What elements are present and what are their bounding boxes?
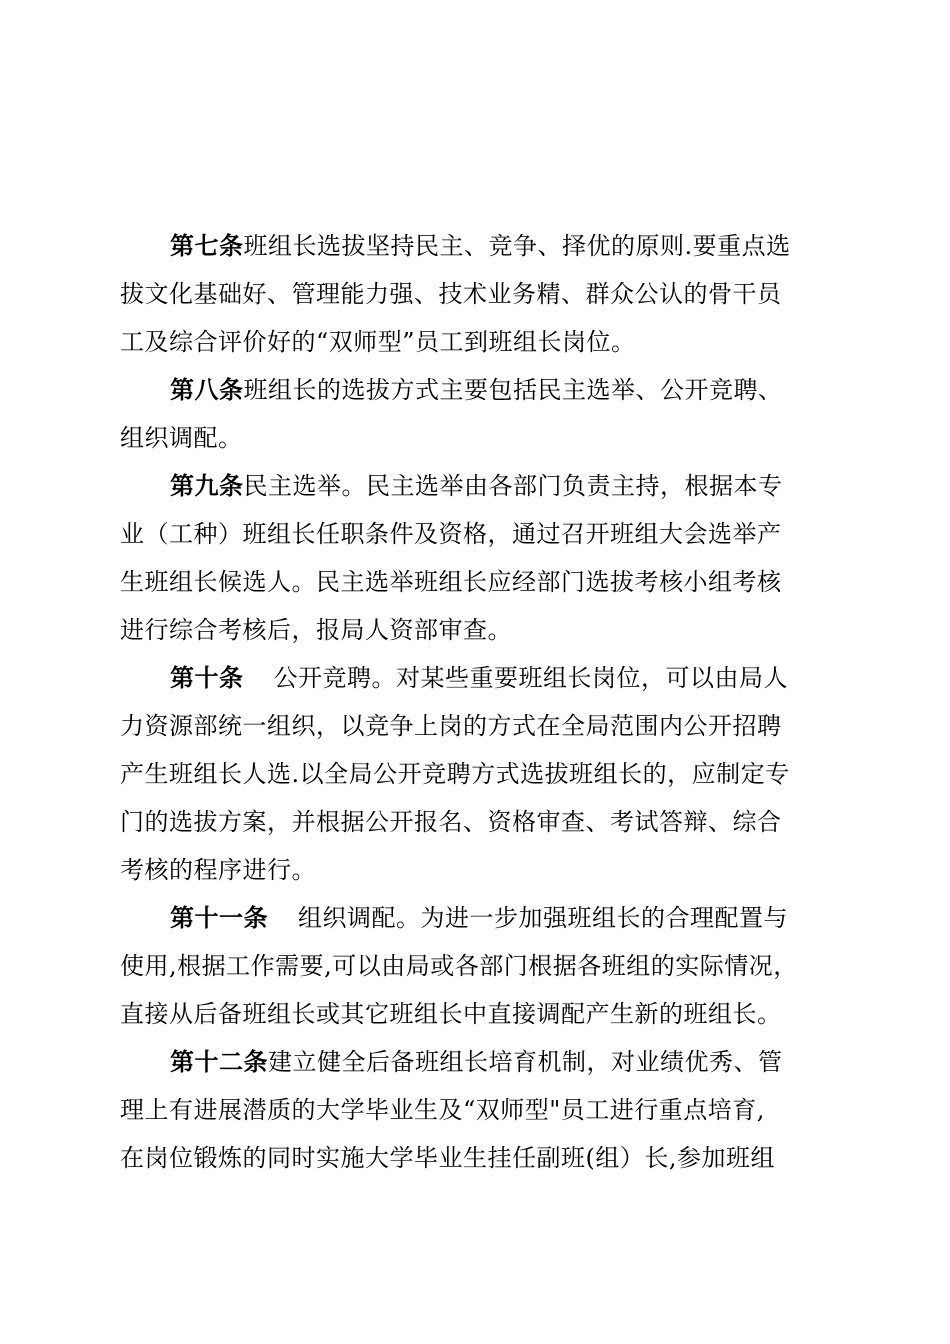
article-text: 班组长选拔坚持民主、竞争、择优的原则.要重点选 [243,232,791,260]
article-heading: 第十二条 [170,1047,268,1076]
document-page [120,222,832,1182]
article-line: 业（工种）班组长任职条件及资格，通过召开班组大会选举产 [120,520,782,548]
article-line: 拔文化基础好、管理能力强、技术业务精、群众公认的骨干员 [120,280,782,308]
article-text: 建立健全后备班组长培育机制，对业绩优秀、管 [268,1048,783,1076]
article-line [120,1038,832,1086]
article-line: 进行综合考核后，报局人资部审查。 [120,616,512,644]
article-line [120,222,832,270]
article-text: 公开竞聘。对某些重要班组长岗位，可以由局人 [273,664,788,692]
article-line: 生班组长候选人。民主选举班组长应经部门选拔考核小组考核 [120,568,782,596]
article-line: 组织调配。 [120,424,243,452]
article-line: 理上有进展潜质的大学毕业生及“双师型"员工进行重点培育, [120,1096,765,1124]
article-9 [120,462,832,654]
article-line [120,366,832,414]
article-line: 直接从后备班组长或其它班组长中直接调配产生新的班组长。 [120,1000,782,1028]
article-line: 在岗位锻炼的同时实施大学毕业生挂任副班(组）长,参加班组 [120,1144,775,1172]
article-12 [120,1038,832,1182]
article-line: 考核的程序进行。 [120,856,316,884]
article-text: 班组长的选拔方式主要包括民主选举、公开竞聘、 [243,376,783,404]
article-line: 产生班组长人选.以全局公开竞聘方式选拔班组长的，应制定专 [120,760,790,788]
article-line [120,654,832,702]
article-10 [120,654,832,894]
article-11 [120,894,832,1038]
article-line: 工及综合评价好的“双师型”员工到班组长岗位。 [120,328,636,356]
article-heading: 第七条 [170,231,244,260]
article-line: 力资源部统一组织，以竞争上岗的方式在全局范围内公开招聘 [120,712,782,740]
article-text: 民主选举。民主选举由各部门负责主持，根据本专 [243,472,783,500]
article-text: 组织调配。为进一步加强班组长的合理配置与 [298,904,788,932]
article-heading: 第八条 [170,375,244,404]
article-line [120,894,832,942]
article-line: 门的选拔方案，并根据公开报名、资格审查、考试答辩、综合 [120,808,782,836]
article-line: 使用,根据工作需要,可以由局或各部门根据各班组的实际情况， [120,952,798,980]
article-heading: 第十一条 [170,903,268,932]
article-8 [120,366,832,462]
article-heading: 第九条 [170,471,244,500]
article-7 [120,222,832,366]
article-line [120,462,832,510]
article-heading: 第十条 [170,663,244,692]
